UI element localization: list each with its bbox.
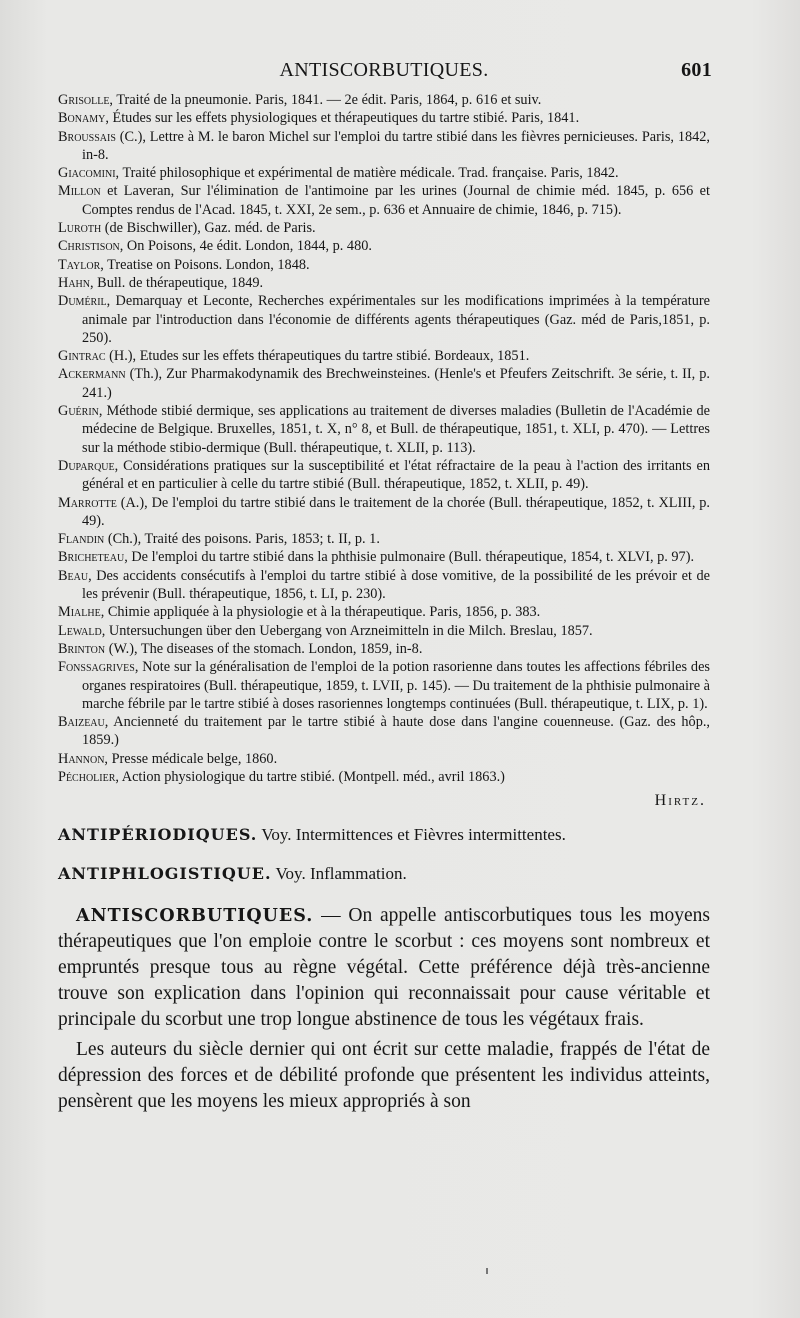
entry-author: Luroth — [58, 220, 102, 237]
entry-author: Grisolle, — [58, 92, 114, 108]
entry-author: Hannon, — [58, 750, 109, 767]
bibliography-entry — [58, 603, 710, 621]
entry-author: Lewald, — [58, 622, 106, 639]
bibliography-entry — [58, 567, 710, 604]
cross-reference-entry — [58, 824, 710, 846]
entry-author: Brinton — [58, 640, 106, 657]
bibliography-entry — [58, 292, 710, 347]
bibliography-entry — [58, 530, 710, 548]
bibliography-entry — [58, 658, 710, 713]
entry-text: Demarquay et Leconte, Recherches expérimentales sur les modifications imprimées à la température animale par l'introduction dans l'économie de différents agents thérapeutiques (Gaz. méd de Paris,1851, p. 250). — [82, 293, 710, 346]
entry-author: Millon — [58, 183, 101, 200]
bibliography-entry — [58, 219, 710, 237]
entry-author: Gintrac — [58, 348, 106, 365]
entry-text: Méthode stibié dermique, ses applications au traitement de diverses maladies (Bulletin de l'Académie de médecine de Belgique. Bruxelles, 1851, t. X, n° 8, et Bull. de thérapeutique, 1851, t. XLI, p. 470). — Lettres sur la méthode stibio-dermique (Bull. thérapeutique, t. XLII, p. 113). — [82, 403, 710, 456]
entry-text: (de Bischwiller), Gaz. méd. de Paris. — [101, 220, 316, 237]
entry-text: Untersuchungen über den Uebergang von Arzneimitteln in die Milch. Breslau, 1857. — [105, 622, 593, 639]
author-signature: Hirtz. — [654, 792, 706, 810]
entry-text: et Laveran, Sur l'élimination de l'antimoine par les urines (Journal de chimie méd. 1845, p. 656 et Comptes rendus de l'Acad. 1845, t. XXI, 2e sem., p. 636 et Annuaire de chimie, 1846, p. 715). — [82, 183, 710, 218]
entry-text: Ancienneté du traitement par le tartre stibié à haute dose dans l'angine couenneuse. (Gaz. des hôp., 1859.) — [82, 714, 710, 749]
entry-text: Chimie appliquée à la physiologie et à la thérapeutique. Paris, 1856, p. 383. — [104, 604, 541, 621]
bibliography-entry — [58, 109, 710, 127]
article-paragraph: Les auteurs du siècle dernier qui ont écrit sur cette maladie, frappés de l'état de dépression des forces et de débilité profonde que présentent les individus atteints, pensèrent que les moyens les mieux appropriés à son — [58, 1039, 710, 1113]
entry-text: Note sur la généralisation de l'emploi de la potion rasorienne dans toutes les affections fébriles des organes respiratoires (Bull. thérapeutique, 1859, t. LVII, p. 145). — Du traitement de la phthisie pulmonaire à marche fébrile par le tartre stibié à doses rasoriennes longtemps continuées (Bull. thérapeutique, t. LIX, p. 1). — [82, 659, 710, 712]
entry-author: Ackermann — [58, 366, 126, 383]
paragraph-text: — On appelle antiscorbutiques tous les moyens thérapeutiques que l'on emploie contre le scorbut : ces moyens sont nombreux et empruntés presque tous au règne végétal. Cette préférence déjà très-ancienne trouve son explication dans l'opinion qui reconnaissait pour cause véritable et principale du scorbut une trop longue abstinence de tous les végétaux frais. — [58, 905, 710, 1031]
bibliography-entry — [58, 750, 710, 768]
scan-speck — [486, 1268, 488, 1274]
entry-text: (Ch.), Traité des poisons. Paris, 1853; t. II, p. 1. — [104, 531, 380, 548]
bibliography-entry — [58, 713, 710, 750]
entry-text: Presse médicale belge, 1860. — [108, 750, 278, 767]
page-number: 601 — [681, 59, 712, 81]
entry-author: Duméril, — [58, 293, 111, 310]
entry-author: Bonamy, — [58, 110, 109, 127]
entry-text: Action physiologique du tartre stibié. (Montpell. méd., avril 1863.) — [118, 768, 505, 785]
bibliography-entry — [58, 237, 710, 255]
bibliography-entry — [58, 548, 710, 566]
bibliography-entry — [58, 402, 710, 457]
entry-author: Pécholier, — [58, 768, 119, 785]
entry-author: Christison, — [58, 238, 124, 255]
bibliography-entry — [58, 182, 710, 219]
cross-reference-text: Voy. Inflammation. — [271, 864, 407, 884]
running-title: ANTISCORBUTIQUES. — [279, 59, 489, 81]
entry-author: Guérin, — [58, 403, 103, 420]
bibliography-entry — [58, 274, 710, 292]
bibliography-entry — [58, 640, 710, 658]
entry-author: Marrotte — [58, 494, 117, 511]
entry-author: Giacomini, — [58, 165, 120, 182]
bibliography-entry — [58, 256, 710, 274]
entry-text: (H.), Etudes sur les effets thérapeutiques du tartre stibié. Bordeaux, 1851. — [105, 348, 530, 365]
entry-text: Études sur les effets physiologiques et thérapeutiques du tartre stibié. Paris, 1841. — [108, 110, 580, 127]
entry-text: De l'emploi du tartre stibié dans la phthisie pulmonaire (Bull. thérapeutique, 1854, t. XLVI, p. 97). — [127, 549, 695, 566]
entry-text: Considérations pratiques sur la susceptibilité et l'état réfractaire de la peau à l'action des irritants en général et en particulier à celle du tartre stibié (Bull. thérapeutique, 1852, t. XLII, p. 49). — [82, 457, 710, 493]
bibliography-entry — [58, 622, 710, 640]
entry-text: Treatise on Poisons. London, 1848. — [103, 256, 310, 273]
entry-text: Des accidents consécutifs à l'emploi du tartre stibié à dose vomitive, de la possibilité de les prévoir et de les prévenir (Bull. thérapeutique, 1856, t. LI, p. 230). — [82, 567, 710, 603]
entry-text: (A.), De l'emploi du tartre stibié dans le traitement de la chorée (Bull. thérapeutique, 1852, t. XLIII, p. 49). — [82, 494, 710, 529]
bibliography-entry — [58, 164, 710, 182]
entry-text: Traité de la pneumonie. Paris, 1841. — 2e édit. Paris, 1864, p. 616 et suiv. — [113, 92, 542, 108]
bibliography-entry — [58, 457, 710, 494]
article-paragraph — [58, 903, 710, 1033]
cross-reference-text: Voy. Intermittences et Fièvres intermittentes. — [257, 825, 566, 845]
article-body — [58, 903, 710, 1115]
entry-text: On Poisons, 4e édit. London, 1844, p. 480. — [123, 238, 372, 255]
entry-author: Hahn, — [58, 274, 94, 291]
entry-author: Bricheteau, — [58, 549, 128, 566]
bibliography-entry — [58, 494, 710, 531]
entry-text: (W.), The diseases of the stomach. London, 1859, in-8. — [105, 640, 423, 657]
cross-reference-entry — [58, 863, 710, 885]
entry-text: (C.), Lettre à M. le baron Michel sur l'emploi du tartre stibié dans les fièvres pernicieuses. Paris, 1842, in-8. — [82, 128, 710, 163]
entry-author: Mialhe, — [58, 604, 105, 621]
entry-author: Flandin — [58, 531, 105, 548]
entry-text: (Th.), Zur Pharmakodynamik des Brechweinsteines. (Henle's et Pfeufers Zeitschrift. 3e série, t. II, p. 241.) — [82, 366, 710, 401]
entry-author: Duparque, — [58, 457, 119, 474]
bibliography-entry — [58, 768, 710, 786]
entry-text: Traité philosophique et expérimental de matière médicale. Trad. française. Paris, 1842. — [119, 165, 619, 182]
bibliography-entry — [58, 347, 710, 365]
entry-headword: ANTIPHLOGISTIQUE. — [58, 864, 272, 884]
entry-author: Baizeau, — [58, 714, 109, 731]
entry-headword: ANTIPÉRIODIQUES. — [58, 825, 258, 845]
article-headword: ANTISCORBUTIQUES. — [76, 906, 314, 927]
bibliography-entry — [58, 128, 710, 165]
entry-text: Bull. de thérapeutique, 1849. — [93, 274, 264, 291]
entry-author: Beau, — [58, 567, 92, 584]
entry-author: Taylor, — [58, 256, 104, 273]
entry-author: Fonssagrives, — [58, 659, 139, 676]
bibliography-entry — [58, 91, 710, 109]
entry-author: Broussais — [58, 128, 116, 145]
bibliography-list — [58, 91, 710, 786]
bibliography-entry — [58, 365, 710, 402]
page-header — [58, 55, 710, 85]
